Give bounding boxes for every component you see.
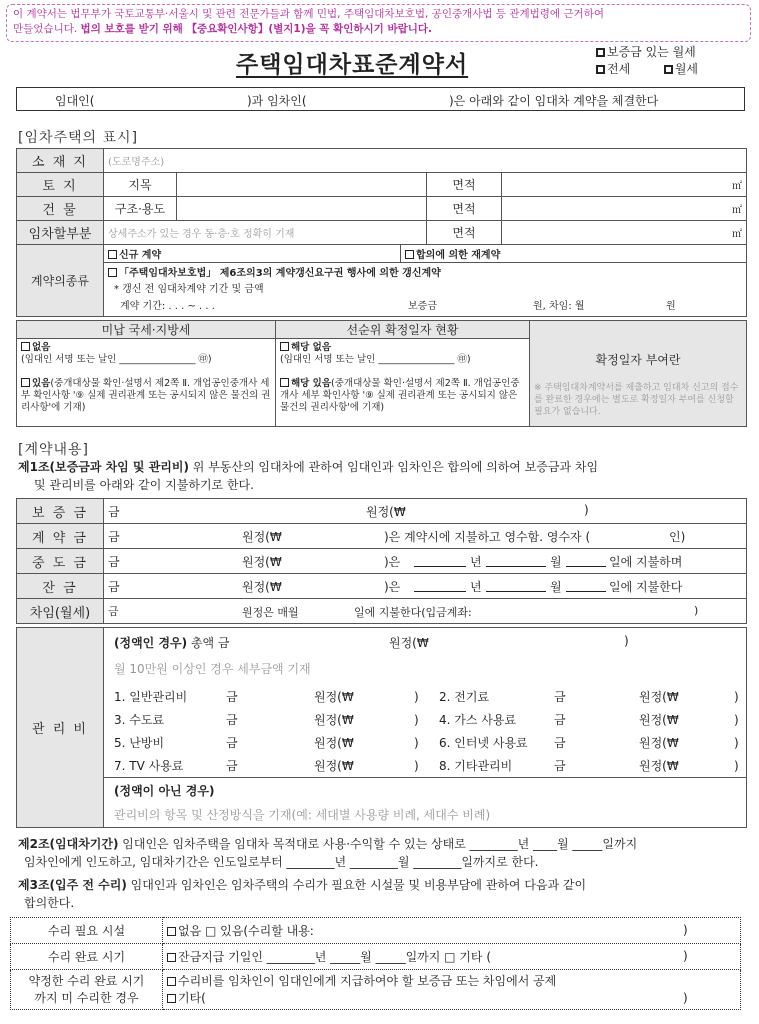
notice-line1: 이 계약서는 법무부가 국토교통부·서울시 및 관련 전문가들과 함께 민법, 주택임대차보호법, 공인중개사법 등 관계법령에 근거하여 — [13, 8, 604, 20]
contract-kind-label: 계약의종류 — [17, 245, 104, 317]
mgmt-notfixed-label: (정액이 아닌 경우) — [114, 784, 215, 798]
mgmt-notfixed-desc[interactable]: 관리비의 항목 및 산정방식을 기재(예: 세대별 사용량 비례, 세대수 비례) — [114, 808, 491, 822]
mgmt-over-label: 월 10만원 이상인 경우 세부금액 기재 — [114, 662, 311, 676]
mgmt-total-close: ) — [624, 634, 629, 648]
middle-payment-label: 중 도 금 — [17, 549, 104, 574]
balance-label: 잔 금 — [17, 574, 104, 599]
document-title: 주택임대차표준계약서 — [236, 52, 469, 78]
land-area-label: 면적 — [427, 173, 502, 197]
article-3-body: 임대인과 임차인은 임차주택의 수리가 필요한 시설물 및 비용부담에 관하여 다음과 같이 — [126, 878, 587, 892]
notice-line2b: 법의 보호를 받기 위해 【중요확인사항】(별지1)을 꼭 확인하시기 바랍니다. — [80, 23, 433, 35]
address-field[interactable]: (도로명주소) — [104, 149, 747, 173]
option-renewal-right[interactable]: 「주택임대차보호법」 제6조의3의 계약갱신요구권 행사에 의한 갱신계약 — [104, 263, 747, 281]
mgmt-item-row[interactable]: 5. 난방비 금 원정(₩ ) 6. 인터넷 사용료 금 원정(₩ ) — [114, 736, 739, 750]
mgmt-fee-label: 관 리 비 — [17, 628, 104, 828]
balance-field[interactable]: 금 원정(₩ )은 년 월 일에 지불한다 — [104, 574, 747, 599]
article-2-body2[interactable]: 임차인에게 인도하고, 임대차기간은 인도일로부터 ________년 ________월 ________일까지로 한다. — [24, 855, 539, 869]
mgmt-item-row[interactable]: 1. 일반관리비 금 원정(₩ ) 2. 전기료 금 원정(₩ ) — [114, 690, 739, 704]
checkbox-icon[interactable] — [664, 65, 673, 74]
priority-none-sign[interactable]: (임대인 서명 또는 날인 ________________ ㊞) — [280, 354, 471, 365]
legal-notice — [6, 4, 751, 42]
land-category-field[interactable] — [177, 173, 427, 197]
mgmt-item-row[interactable]: 7. TV 사용료 금 원정(₩ ) 8. 기타관리비 금 원정(₩ ) — [114, 759, 739, 773]
repair-need-label: 수리 필요 시설 — [11, 918, 163, 944]
building-structure-field[interactable] — [177, 197, 427, 221]
confirm-note: ※ 주택임대차계약서를 제출하고 임대차 신고의 접수를 완료한 경우에는 별도로 확정일자 부여를 신청할 필요가 없습니다. — [534, 383, 739, 417]
checkbox-icon[interactable] — [21, 342, 30, 351]
payment-table — [16, 498, 747, 624]
checkbox-icon[interactable] — [167, 977, 176, 986]
article-1 — [18, 458, 748, 494]
deposit-field[interactable]: 금 원정(₩ ) — [104, 499, 747, 524]
option-new-contract[interactable]: 신규 계약 — [104, 245, 401, 263]
article-2-body[interactable]: 임대인은 임차주택을 임대차 목적대로 사용·수익할 수 있는 상태로 ________년 ____월 _____일까지 — [118, 837, 638, 851]
middle-payment-field[interactable]: 금 원정(₩ )은 년 월 일에 지불하며 — [104, 549, 747, 574]
mgmt-total-label: 총액 금 — [190, 636, 230, 650]
building-sub-label: 구조·용도 — [104, 197, 177, 221]
contract-type-options — [596, 44, 698, 78]
option-agreed-renewal[interactable]: 합의에 의한 재계약 — [401, 245, 747, 263]
address-label: 소 재 지 — [17, 149, 104, 173]
rent-label: 차임(월세) — [17, 599, 104, 624]
tax-some-option[interactable]: 있음(중개대상물 확인·설명서 제2쪽 Ⅱ. 개업공인중개사 세부 확인사항 '⑨ 실제 권리관계 또는 공시되지 않은 물건의 권리사항'에 기재) — [21, 378, 271, 413]
prev-won-label: 원 — [666, 301, 676, 313]
down-payment-field[interactable]: 금 원정(₩ )은 계약시에 지불하고 영수함. 영수자 ( 인) — [104, 524, 747, 549]
checkbox-icon[interactable] — [108, 250, 117, 259]
article-1-body: 위 부동산의 임대차에 관하여 임대인과 임차인은 합의에 의하여 보증금과 차임 — [188, 460, 599, 474]
property-table — [16, 148, 747, 245]
repair-fail-option2[interactable]: 기타( ) — [167, 990, 736, 1007]
article-3 — [18, 876, 748, 912]
option-jeonse[interactable]: 전세 — [596, 62, 630, 76]
priority-none-option[interactable]: 해당 없음 — [280, 342, 525, 354]
land-area-field[interactable]: ㎡ — [502, 173, 747, 197]
rent-part-area-label: 면적 — [427, 221, 502, 245]
prev-contract-label: * 갱신 전 임대차계약 기간 및 금액 — [114, 284, 264, 296]
repair-need-field[interactable]: 없음 □ 있음(수리할 내용: ) — [163, 918, 741, 944]
repair-fail-label: 약정한 수리 완료 시기 까지 미 수리한 경우 — [11, 970, 163, 1010]
checkbox-icon[interactable] — [167, 994, 176, 1003]
tax-none-option[interactable]: 없음 — [21, 342, 271, 354]
building-area-label: 면적 — [427, 197, 502, 221]
checkbox-icon[interactable] — [21, 378, 30, 387]
lessee-label: )과 임차인( — [247, 94, 307, 108]
notice-line2a: 만들었습니다. — [13, 23, 81, 35]
confirm-header: 확정일자 부여란 — [595, 353, 681, 367]
checkbox-icon[interactable] — [280, 378, 289, 387]
option-deposit-monthly[interactable]: 보증금 있는 월세 — [596, 44, 698, 61]
tax-priority-table — [16, 320, 747, 427]
checkbox-icon[interactable] — [596, 65, 605, 74]
article-1-body2: 및 관리비를 아래와 같이 지불하기로 한다. — [34, 478, 254, 492]
tax-header: 미납 국세·지방세 — [17, 321, 276, 339]
rent-part-label: 임차할부분 — [17, 221, 104, 245]
mgmt-items — [114, 686, 739, 778]
article-2 — [18, 835, 748, 871]
prev-period-field[interactable]: 계약 기간: . . . ~ . . . — [120, 301, 215, 313]
lessor-label: 임대인( — [55, 94, 95, 108]
checkbox-icon[interactable] — [280, 342, 289, 351]
confirm-date-cell[interactable] — [530, 321, 747, 427]
checkbox-icon[interactable] — [167, 953, 176, 962]
mgmt-item-row[interactable]: 3. 수도료 금 원정(₩ ) 4. 가스 사용료 금 원정(₩ ) — [114, 713, 739, 727]
land-sub-label: 지목 — [104, 173, 177, 197]
repair-fail-field[interactable] — [163, 970, 741, 1010]
prev-rent-label: 원, 차임: 월 — [533, 301, 585, 313]
article-3-head: 제3조(입주 전 수리) — [18, 878, 127, 892]
land-label: 토 지 — [17, 173, 104, 197]
mgmt-fixed-label: (정액인 경우) — [114, 636, 188, 650]
deposit-label: 보 증 금 — [17, 499, 104, 524]
checkbox-icon[interactable] — [167, 927, 176, 936]
building-label: 건 물 — [17, 197, 104, 221]
building-area-field[interactable]: ㎡ — [502, 197, 747, 221]
down-payment-label: 계 약 금 — [17, 524, 104, 549]
repair-fail-option1[interactable]: 수리비를 임차인이 임대인에게 지급하여야 할 보증금 또는 차임에서 공제 — [167, 973, 736, 990]
rent-part-field[interactable]: 상세주소가 있는 경우 동·층·호 정확히 기재 — [104, 221, 427, 245]
repair-when-field[interactable]: 잔금지급 기일인 ________년 _____월 _____일까지 □ 기타 ( ) — [163, 944, 741, 970]
mgmt-total-field[interactable]: 원정(₩ — [389, 636, 429, 650]
contract-kind-table — [16, 244, 747, 317]
article-3-body2: 합의한다. — [24, 896, 75, 910]
priority-some-option[interactable]: 해당 있음(중개대상물 확인·설명서 제2쪽 Ⅱ. 개업공인중개사 세부 확인사항 '⑨ 실제 권리관계 또는 공시되지 않은 물건의 권리사항'에 기재) — [280, 378, 520, 413]
checkbox-icon[interactable] — [405, 250, 414, 259]
rent-field[interactable]: 금 원정은 매월 일에 지불한다(입금계좌: ) — [104, 599, 747, 624]
section-contract-title: [계약내용] — [18, 442, 90, 458]
repair-table — [10, 917, 741, 1010]
priority-header: 선순위 확정일자 현황 — [276, 321, 530, 339]
section-property-title: [임차주택의 표시] — [18, 130, 139, 146]
rent-part-area-field[interactable]: ㎡ — [502, 221, 747, 245]
party-end-text: )은 아래와 같이 임대차 계약을 체결한다 — [449, 94, 659, 108]
repair-when-label: 수리 완료 시기 — [11, 944, 163, 970]
checkbox-icon[interactable] — [108, 268, 117, 277]
prev-deposit-label: 보증금 — [408, 301, 437, 313]
mgmt-fee-cell — [104, 628, 747, 828]
tax-none-sign[interactable]: (임대인 서명 또는 날인 ________________ ㊞) — [21, 354, 212, 365]
checkbox-icon[interactable] — [596, 48, 605, 57]
mgmt-fee-table — [16, 627, 747, 828]
article-1-head: 제1조(보증금과 차임 및 관리비) — [18, 460, 189, 474]
party-line — [16, 87, 745, 111]
article-2-head: 제2조(임대차기간) — [18, 837, 119, 851]
option-monthly[interactable]: 월세 — [664, 62, 698, 76]
